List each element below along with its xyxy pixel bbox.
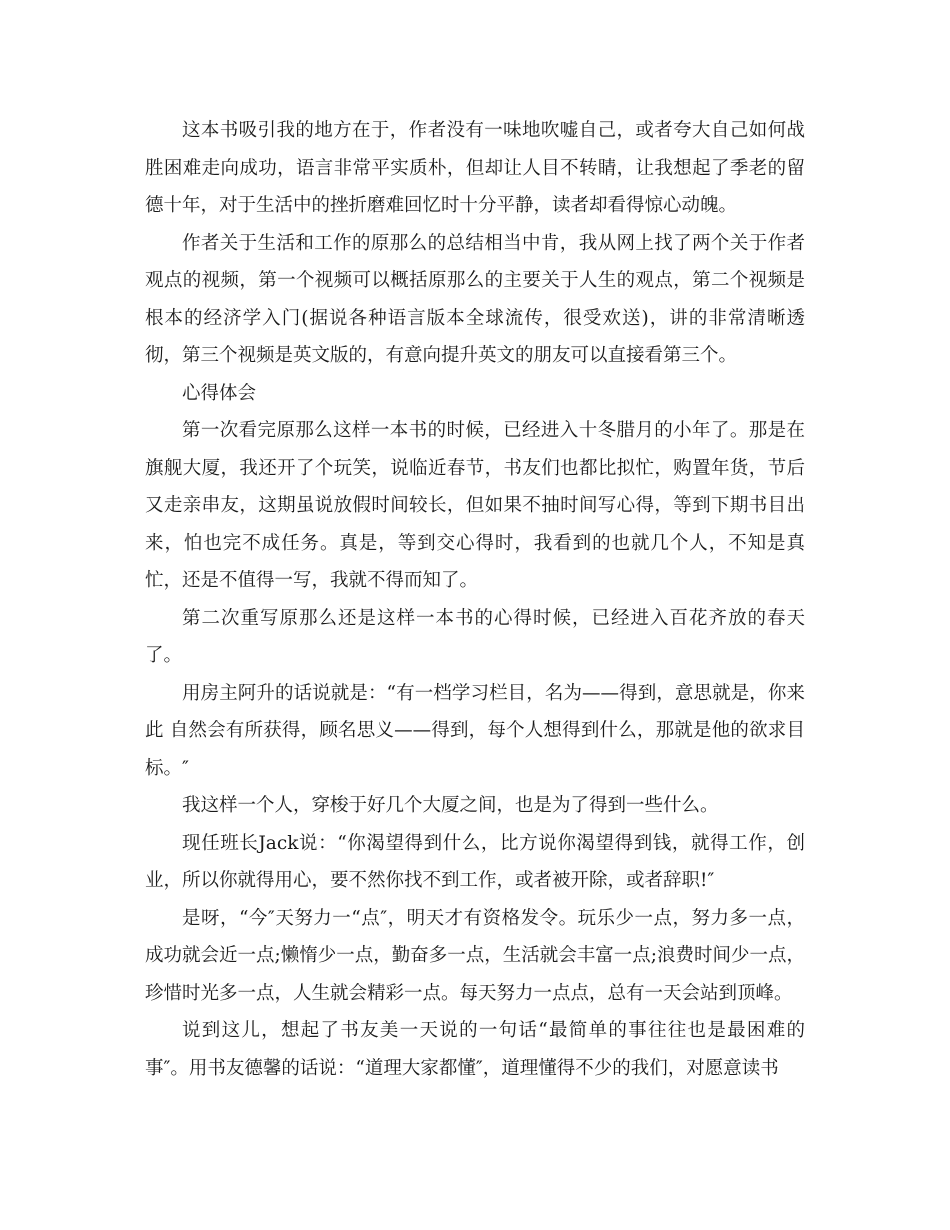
- paragraph: 我这样一个人，穿梭于好几个大厦之间，也是为了得到一些什么。: [182, 795, 719, 816]
- paragraph: 第一次看完原那么这样一本书的时候，已经进入十冬腊月的小年了。那是在旗舰大厦，我还开了个玩笑，说临近春节，书友们也都比拟忙，购置年货，节后又走亲串友，这期虽说放假时间较长，但如果不抽时间写心得，等到下期书目出来，怕也完不成任务。真是，等到交心得时，我看到的也就几个人，不知是真忙，还是不值得一写，我就不得而知了。: [145, 420, 805, 591]
- section-heading: 心得体会: [182, 382, 257, 404]
- paragraph: 是呀，“今″天努力一“点″，明天才有资格发令。玩乐少一点，努力多一点，成功就会近一点;懒惰少一点，勤奋多一点，生活就会丰富一点;浪费时间少一点，珍惜时光多一点，人生就会精彩一点。每天努力一点点，总有一天会站到顶峰。: [145, 907, 805, 1004]
- paragraph: 第二次重写原那么还是这样一本书的心得时候，已经进入百花齐放的春天了。: [145, 607, 805, 666]
- paragraph: 作者关于生活和工作的原那么的总结相当中肯，我从网上找了两个关于作者观点的视频，第一个视频可以概括原那么的主要关于人生的观点，第二个视频是根本的经济学入门(据说各种语言版本全球流传，很受欢送)，讲的非常清晰透彻，第三个视频是英文版的，有意向提升英文的朋友可以直接看第三个。: [145, 232, 805, 366]
- paragraph: 这本书吸引我的地方在于，作者没有一味地吹嘘自己，或者夸大自己如何战胜困难走向成功，语言非常平实质朴，但却让人目不转睛，让我想起了季老的留德十年，对于生活中的挫折磨难回忆时十分平静，读者却看得惊心动魄。: [145, 120, 805, 216]
- document-body: [145, 112, 805, 1087]
- paragraph: 用房主阿升的话说就是：“有一档学习栏目，名为——得到，意思就是，你来此 自然会有所获得，顾名思义——得到，每个人想得到什么，那就是他的欲求目标。″: [145, 682, 805, 779]
- paragraph: 现任班长Jack说：“你渴望得到什么，比方说你渴望得到钱，就得工作，创业，所以你就得用心，要不然你找不到工作，或者被开除，或者辞职!″: [145, 832, 805, 891]
- paragraph: 说到这儿，想起了书友美一天说的一句话“最简单的事往往也是最困难的事″。用书友德馨的话说：“道理大家都懂″，道理懂得不少的我们，对愿意读书: [145, 1020, 805, 1079]
